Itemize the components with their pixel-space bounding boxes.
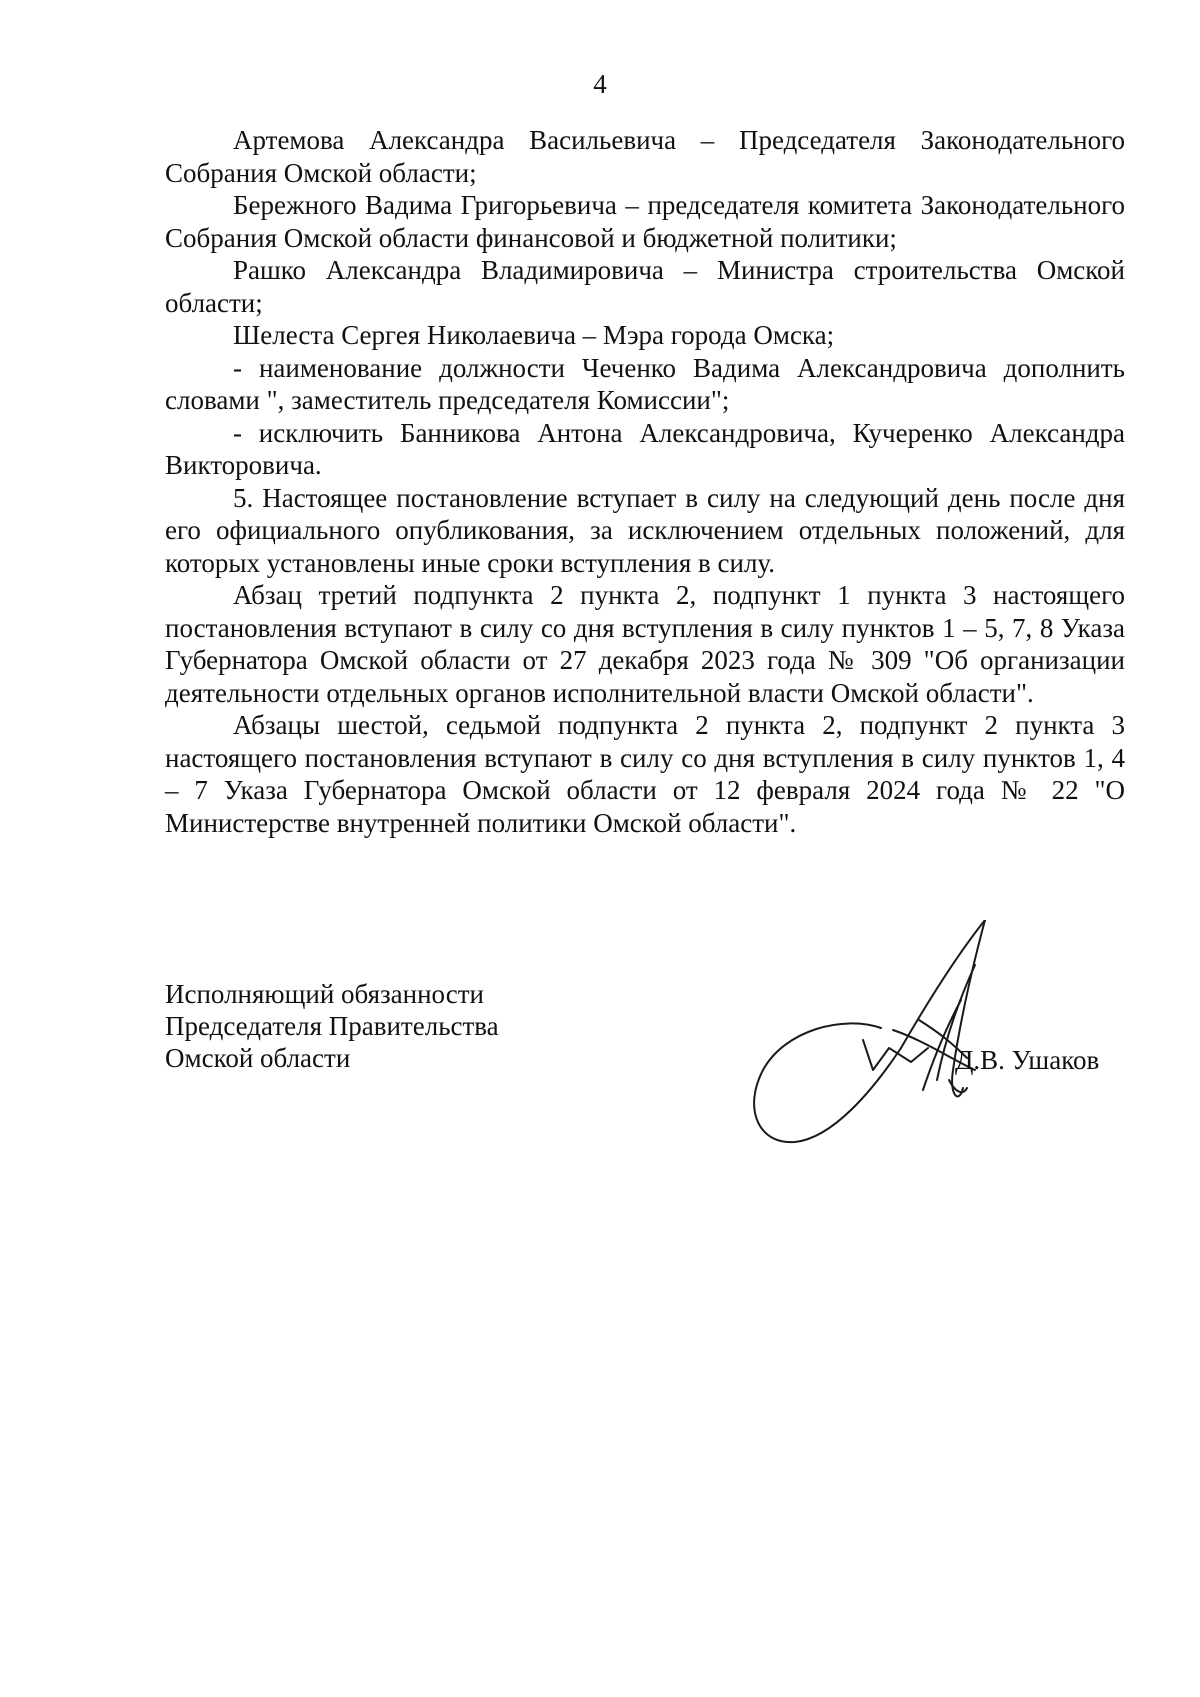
paragraph: Абзацы шестой, седьмой подпункта 2 пункта 2, подпункт 2 пункта 3 настоящего постановления вступают в силу со дня вступления в силу пунктов 1, 4 – 7 Указа Губернатора Омской области от 12 февраля 2024 года № 22 "О Министерстве внутренней политики Омской области". [165, 710, 1125, 838]
paragraph: Бережного Вадима Григорьевича – председателя комитета Законодательного Собрания Омской области финансовой и бюджетной политики; [165, 190, 1125, 253]
signatory-title-line: Исполняющий обязанности [165, 979, 484, 1009]
paragraph: - исключить Банникова Антона Александровича, Кучеренко Александра Викторовича. [165, 417, 1125, 480]
paragraph: Артемова Александра Васильевича – Председателя Законодательного Собрания Омской области; [165, 125, 1125, 188]
paragraph: 5. Настоящее постановление вступает в силу на следующий день после дня его официального опубликования, за исключением отдельных положений, для которых установлены иные сроки вступления в силу. [165, 482, 1125, 578]
paragraph: Рашко Александра Владимировича – Министра строительства Омской области; [165, 255, 1125, 318]
handwritten-signature [723, 920, 1043, 1160]
page-number: 4 [593, 69, 607, 99]
signatory-title [165, 978, 499, 1074]
signatory-name: Д.В. Ушаков [955, 1045, 1100, 1075]
signature-block [165, 978, 1125, 1178]
document-body [165, 124, 1125, 839]
paragraph: - наименование должности Чеченко Вадима Александровича дополнить словами ", заместитель председателя Комиссии"; [165, 352, 1125, 415]
paragraph: Абзац третий подпункта 2 пункта 2, подпункт 1 пункта 3 настоящего постановления вступают в силу со дня вступления в силу пунктов 1 – 5, 7, 8 Указа Губернатора Омской области от 27 декабря 2023 года № 309 "Об организации деятельности отдельных органов исполнительной власти Омской области". [165, 580, 1125, 708]
signatory-title-line: Председателя Правительства [165, 1011, 499, 1041]
paragraph: Шелеста Сергея Николаевича – Мэра города Омска; [233, 320, 835, 350]
signatory-title-line: Омской области [165, 1043, 351, 1073]
